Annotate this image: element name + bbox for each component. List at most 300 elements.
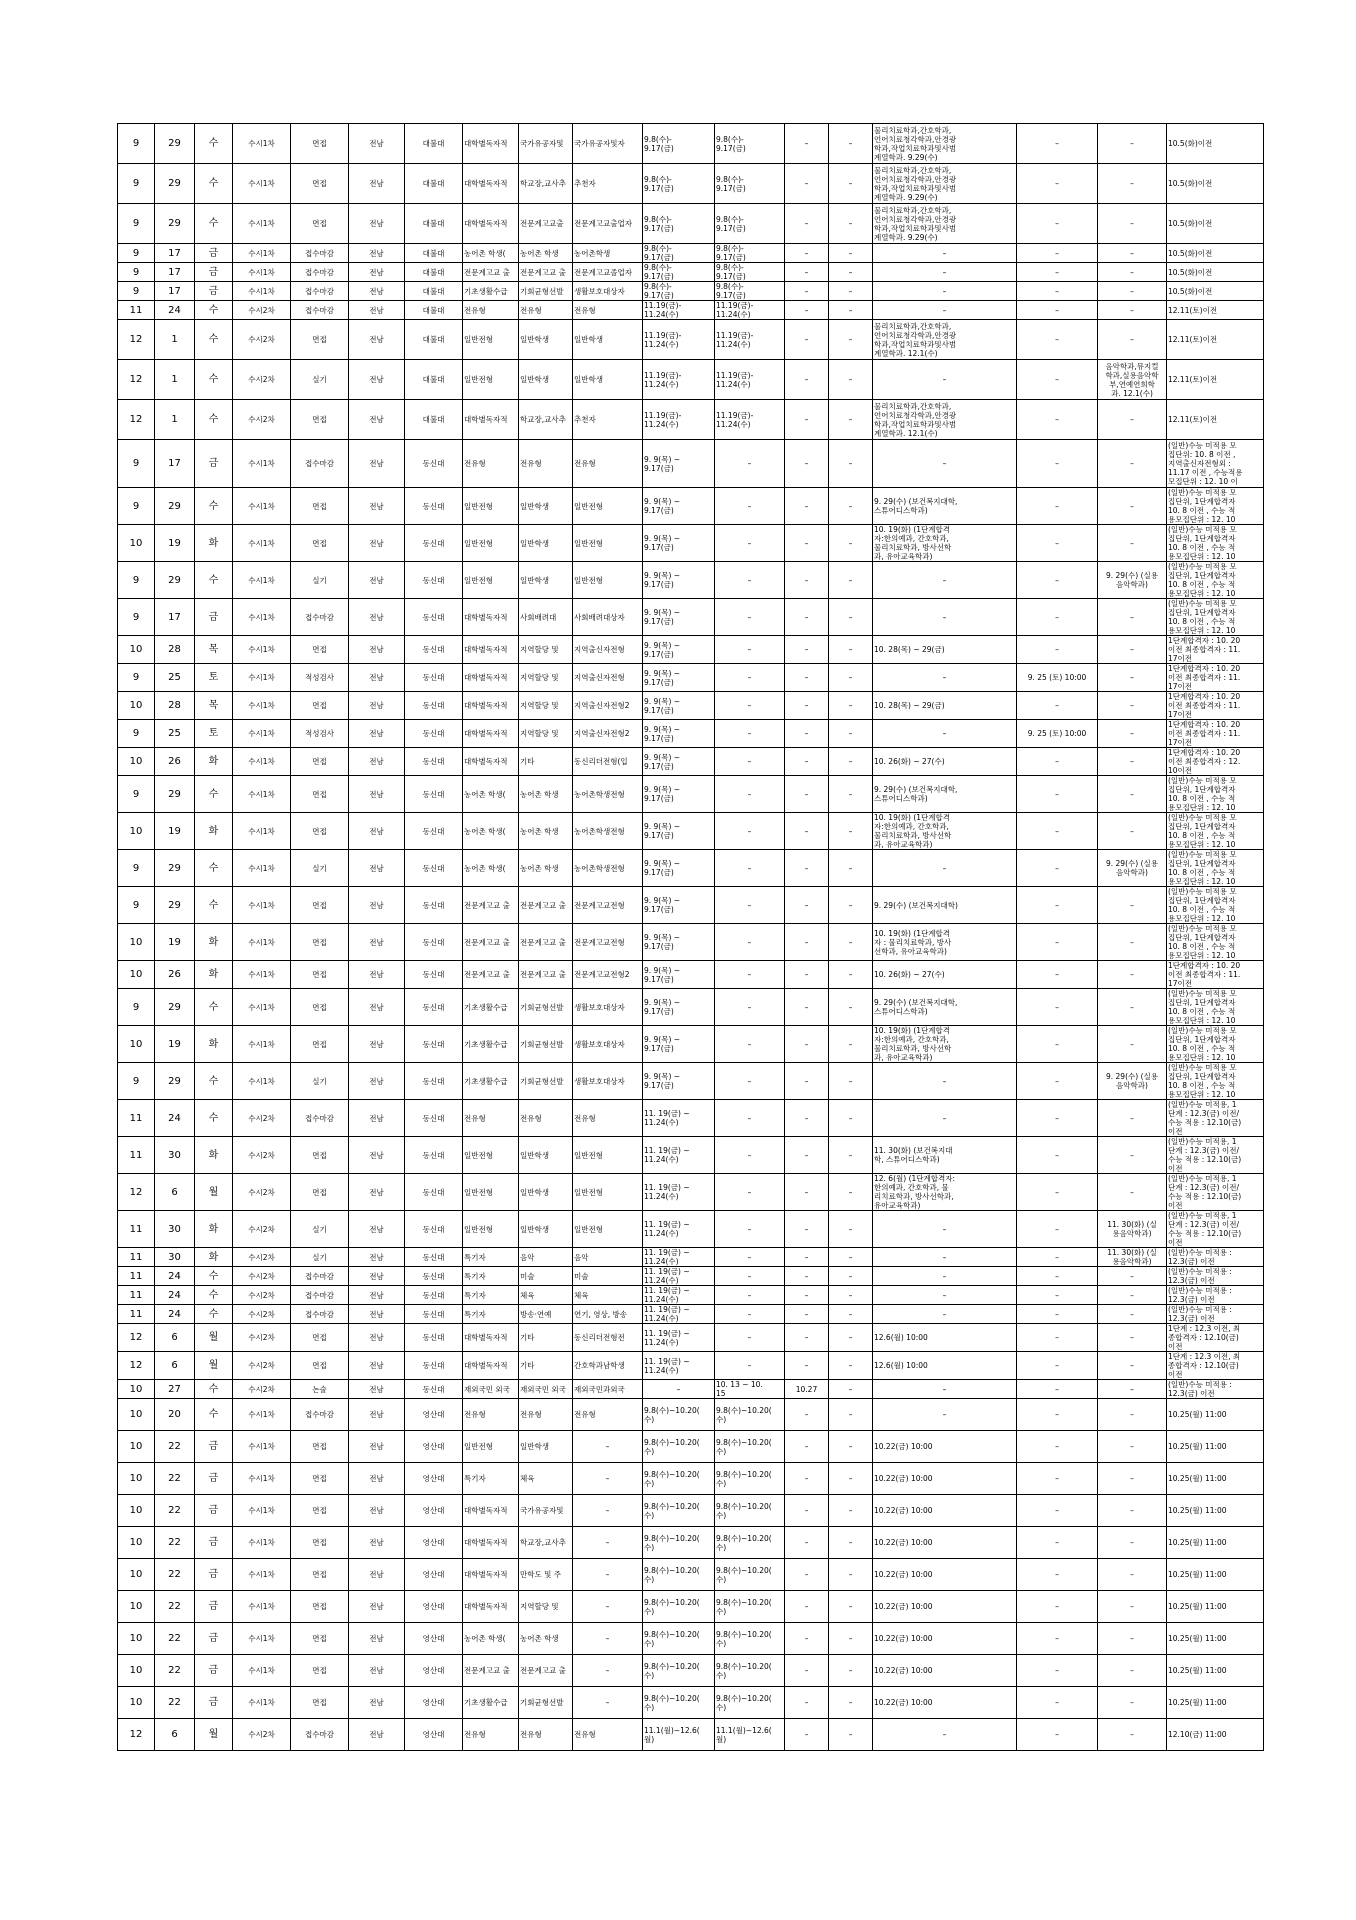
table-cell: 학교장,교사추: [519, 400, 573, 440]
table-cell: 9.8(수)~10.20( 수): [643, 1431, 715, 1463]
table-cell: –: [1017, 1286, 1098, 1305]
table-cell: 9.8(수)- 9.17(금): [715, 282, 785, 301]
table-cell: 물리치료학과,간호학과, 언어치료청각학과,안경광 학과,작업치료학과및사범 계열학과. 9.29(수): [873, 164, 1017, 204]
table-cell: –: [785, 204, 829, 244]
table-cell: 전남: [349, 599, 405, 636]
table-cell: 면접: [291, 1527, 349, 1559]
table-cell: –: [873, 720, 1017, 748]
table-cell: –: [873, 850, 1017, 887]
table-cell: 9: [118, 562, 155, 599]
table-cell: 수시2차: [233, 360, 291, 400]
table-cell: 접수마감: [291, 263, 349, 282]
table-cell: 학교장,교사추: [519, 164, 573, 204]
table-cell: 29: [155, 488, 195, 525]
table-cell: 농어촌 학생: [519, 244, 573, 263]
table-cell: 대학별독자적: [463, 1324, 519, 1352]
table-cell: –: [1017, 1324, 1098, 1352]
table-cell: –: [873, 1399, 1017, 1431]
table-cell: 미술: [573, 1267, 643, 1286]
table-cell: 특기자: [463, 1248, 519, 1267]
table-cell: –: [1098, 263, 1167, 282]
table-cell: 10: [118, 1591, 155, 1623]
table-cell: –: [785, 1495, 829, 1527]
table-cell: 9.8(수)~10.20( 수): [643, 1591, 715, 1623]
table-cell: –: [1017, 1495, 1098, 1527]
table-cell: 농어촌 학생: [519, 776, 573, 813]
table-cell: –: [785, 924, 829, 961]
table-cell: 9.8(수)- 9.17(금): [643, 244, 715, 263]
table-cell: –: [785, 440, 829, 488]
table-cell: 동신대: [405, 989, 463, 1026]
table-cell: 지역할당 및: [519, 1591, 573, 1623]
table-cell: 동신대: [405, 664, 463, 692]
table-cell: –: [1017, 599, 1098, 636]
table-cell: 수시1차: [233, 1063, 291, 1100]
table-cell: 기회균형선발: [519, 1026, 573, 1063]
table-cell: –: [1098, 636, 1167, 664]
table-cell: –: [1017, 1137, 1098, 1174]
table-cell: 일반학생: [519, 320, 573, 360]
table-cell: 실기: [291, 1063, 349, 1100]
table-cell: 전문계고교 출: [463, 887, 519, 924]
table-cell: 10.22(금) 10:00: [873, 1623, 1017, 1655]
table-cell: 10.22(금) 10:00: [873, 1463, 1017, 1495]
table-cell: 일반전형: [463, 1174, 519, 1211]
table-cell: 물리치료학과,간호학과, 언어치료청각학과,안경광 학과,작업치료학과및사범 계열학과. 9.29(수): [873, 124, 1017, 164]
table-cell: 면접: [291, 989, 349, 1026]
table-cell: –: [1017, 1174, 1098, 1211]
table-cell: 화: [195, 1248, 233, 1267]
table-cell: 10: [118, 1026, 155, 1063]
table-cell: 간호학과남학생: [573, 1352, 643, 1380]
table-cell: –: [829, 1063, 873, 1100]
table-cell: 11.19(금)- 11.24(수): [715, 400, 785, 440]
table-cell: –: [1098, 664, 1167, 692]
table-cell: 9: [118, 204, 155, 244]
table-cell: 12.11(토)이전: [1167, 301, 1264, 320]
table-cell: 전남: [349, 887, 405, 924]
table-cell: 26: [155, 748, 195, 776]
table-cell: –: [1017, 776, 1098, 813]
table-cell: 9: [118, 124, 155, 164]
table-row: [118, 1137, 1264, 1174]
table-cell: 9. 9(목) ~ 9.17(금): [643, 664, 715, 692]
table-cell: –: [1017, 164, 1098, 204]
table-cell: 9. 29(수) (보건복지대학, 스튜어디스학과): [873, 776, 1017, 813]
table-cell: 24: [155, 1305, 195, 1324]
table-cell: 대학별독자적: [463, 748, 519, 776]
table-cell: 수: [195, 1267, 233, 1286]
table-cell: 접수마감: [291, 1305, 349, 1324]
table-cell: 동신대: [405, 961, 463, 989]
table-row: [118, 989, 1264, 1026]
table-cell: –: [715, 599, 785, 636]
table-cell: 전남: [349, 1286, 405, 1305]
table-cell: 전남: [349, 692, 405, 720]
table-cell: –: [785, 1559, 829, 1591]
table-cell: 29: [155, 989, 195, 1026]
table-cell: –: [785, 887, 829, 924]
table-cell: 11. 19(금) ~ 11.24(수): [643, 1324, 715, 1352]
table-cell: 대학별독자적: [463, 1352, 519, 1380]
table-cell: 수: [195, 488, 233, 525]
table-cell: (일반)수능 미적용 모 집단위, 1단계합격자 10. 8 이전 , 수능 적 용모집단위 : 12. 10: [1167, 488, 1264, 525]
table-cell: 9. 9(목) ~ 9.17(금): [643, 1063, 715, 1100]
table-cell: 대불대: [405, 164, 463, 204]
table-cell: 11.19(금)- 11.24(수): [643, 360, 715, 400]
table-cell: –: [785, 301, 829, 320]
table-cell: 10. 13 ~ 10. 15: [715, 1380, 785, 1399]
table-cell: –: [785, 360, 829, 400]
table-cell: 기초생활수급: [463, 1063, 519, 1100]
table-cell: 10: [118, 1527, 155, 1559]
table-cell: 수: [195, 887, 233, 924]
table-cell: 1단계합격자 : 10. 20 이전 최종합격자 : 11. 17이전: [1167, 720, 1264, 748]
table-row: [118, 664, 1264, 692]
table-cell: –: [873, 664, 1017, 692]
table-cell: 전남: [349, 776, 405, 813]
table-cell: 수: [195, 204, 233, 244]
table-cell: 농어촌 학생: [519, 850, 573, 887]
table-cell: 11.19(금)- 11.24(수): [643, 400, 715, 440]
table-cell: –: [1017, 204, 1098, 244]
table-cell: –: [1017, 1591, 1098, 1623]
table-cell: 수: [195, 124, 233, 164]
table-cell: 1단계합격자 : 10. 20 이전 최종합격자 : 11. 17이전: [1167, 636, 1264, 664]
table-cell: 전남: [349, 1324, 405, 1352]
table-cell: 6: [155, 1719, 195, 1751]
table-cell: 기초생활수급: [463, 1026, 519, 1063]
table-cell: 전남: [349, 664, 405, 692]
table-cell: 11. 30(화) (실 용음악학과): [1098, 1248, 1167, 1267]
table-cell: –: [715, 1211, 785, 1248]
table-cell: 12.11(토)이전: [1167, 360, 1264, 400]
table-cell: 29: [155, 124, 195, 164]
table-row: [118, 400, 1264, 440]
table-cell: 29: [155, 887, 195, 924]
table-cell: 9.8(수)- 9.17(금): [715, 263, 785, 282]
table-cell: –: [1017, 1380, 1098, 1399]
table-cell: 수시2차: [233, 1719, 291, 1751]
table-cell: –: [873, 1211, 1017, 1248]
table-cell: 농어촌 학생(: [463, 1623, 519, 1655]
table-cell: 동신대: [405, 1026, 463, 1063]
table-cell: 면접: [291, 204, 349, 244]
table-cell: –: [1098, 813, 1167, 850]
table-cell: 11: [118, 1137, 155, 1174]
table-cell: 9. 29(수) (보건복지대학, 스튜어디스학과): [873, 989, 1017, 1026]
table-cell: 9.8(수)~10.20( 수): [715, 1527, 785, 1559]
table-cell: 동신대: [405, 1211, 463, 1248]
table-cell: 10.22(금) 10:00: [873, 1559, 1017, 1591]
table-cell: 수시1차: [233, 1623, 291, 1655]
table-cell: –: [829, 360, 873, 400]
table-cell: 기회균형선발: [519, 1687, 573, 1719]
table-cell: 토: [195, 720, 233, 748]
table-cell: 9.8(수)- 9.17(금): [643, 124, 715, 164]
table-cell: 9.8(수)~10.20( 수): [643, 1495, 715, 1527]
table-cell: 11.19(금)- 11.24(수): [643, 320, 715, 360]
table-cell: –: [1098, 989, 1167, 1026]
table-cell: 동신대: [405, 1267, 463, 1286]
table-cell: 금: [195, 263, 233, 282]
table-cell: 9. 9(목) ~ 9.17(금): [643, 599, 715, 636]
table-cell: 30: [155, 1137, 195, 1174]
table-row: [118, 562, 1264, 599]
table-cell: 수시1차: [233, 440, 291, 488]
table-cell: 전남: [349, 1137, 405, 1174]
table-cell: –: [785, 1623, 829, 1655]
table-cell: –: [573, 1495, 643, 1527]
table-cell: –: [1098, 1719, 1167, 1751]
table-cell: 특기자: [463, 1267, 519, 1286]
table-cell: 11. 19(금) ~ 11.24(수): [643, 1211, 715, 1248]
table-cell: –: [829, 525, 873, 562]
table-cell: 17: [155, 599, 195, 636]
table-cell: 동신리더전형전: [573, 1324, 643, 1352]
table-cell: –: [715, 1267, 785, 1286]
table-cell: –: [1017, 263, 1098, 282]
table-cell: 화: [195, 748, 233, 776]
table-cell: 접수마감: [291, 1100, 349, 1137]
table-cell: –: [829, 1324, 873, 1352]
table-cell: 11: [118, 301, 155, 320]
table-row: [118, 692, 1264, 720]
table-cell: –: [873, 1380, 1017, 1399]
table-cell: 특기자: [463, 1463, 519, 1495]
table-cell: 기회균형선발: [519, 282, 573, 301]
table-cell: 화: [195, 961, 233, 989]
table-cell: –: [1017, 400, 1098, 440]
table-cell: –: [829, 282, 873, 301]
table-cell: 금: [195, 440, 233, 488]
table-cell: 9. 29(수) (실용 음악학과): [1098, 850, 1167, 887]
table-cell: (일반)수능 미적용 모 집단위, 1단계합격자 10. 8 이전 , 수능 적 용모집단위 : 12. 10: [1167, 525, 1264, 562]
table-cell: 19: [155, 1026, 195, 1063]
table-row: [118, 1063, 1264, 1100]
table-cell: 11. 19(금) ~ 11.24(수): [643, 1248, 715, 1267]
table-cell: 전유형: [573, 301, 643, 320]
table-cell: 전유형: [573, 1399, 643, 1431]
table-cell: 일반전형: [573, 488, 643, 525]
table-cell: 1: [155, 360, 195, 400]
table-cell: 11.1(월)~12.6( 월): [715, 1719, 785, 1751]
table-cell: (일반)수능 미적용 : 12.3(금) 이전: [1167, 1380, 1264, 1399]
table-cell: 음악: [519, 1248, 573, 1267]
table-cell: 전유형: [519, 1399, 573, 1431]
table-cell: 9: [118, 164, 155, 204]
table-row: [118, 1248, 1264, 1267]
table-cell: –: [1098, 1623, 1167, 1655]
table-cell: 음악: [573, 1248, 643, 1267]
table-cell: –: [785, 164, 829, 204]
table-cell: –: [1017, 1655, 1098, 1687]
table-cell: –: [715, 720, 785, 748]
table-cell: 9.8(수)~10.20( 수): [643, 1655, 715, 1687]
table-cell: 30: [155, 1248, 195, 1267]
table-cell: –: [715, 1286, 785, 1305]
table-cell: –: [829, 164, 873, 204]
table-row: [118, 1324, 1264, 1352]
table-cell: 동신대: [405, 776, 463, 813]
table-cell: –: [829, 1559, 873, 1591]
table-cell: 9: [118, 599, 155, 636]
table-cell: 10.25(월) 11:00: [1167, 1399, 1264, 1431]
schedule-sheet: [117, 123, 1243, 1751]
table-cell: 체육: [573, 1286, 643, 1305]
table-cell: 전유형: [519, 1719, 573, 1751]
table-cell: 10.25(월) 11:00: [1167, 1559, 1264, 1591]
table-cell: 전문계고교 출: [519, 263, 573, 282]
table-cell: 일반학생: [519, 1431, 573, 1463]
table-cell: 재외국민과외국: [573, 1380, 643, 1399]
table-cell: 동신대: [405, 887, 463, 924]
table-cell: 29: [155, 776, 195, 813]
table-cell: –: [829, 124, 873, 164]
table-cell: –: [1017, 124, 1098, 164]
table-cell: 9.8(수)~10.20( 수): [643, 1399, 715, 1431]
table-cell: 전남: [349, 124, 405, 164]
table-cell: –: [715, 1352, 785, 1380]
table-cell: 만학도 및 주: [519, 1559, 573, 1591]
table-cell: 9. 9(목) ~ 9.17(금): [643, 1026, 715, 1063]
table-cell: –: [1017, 360, 1098, 400]
table-cell: 전남: [349, 360, 405, 400]
table-cell: 12.10(금) 11:00: [1167, 1719, 1264, 1751]
table-cell: 화: [195, 1026, 233, 1063]
table-cell: 9. 9(목) ~ 9.17(금): [643, 850, 715, 887]
table-row: [118, 1687, 1264, 1719]
table-cell: 29: [155, 562, 195, 599]
table-cell: –: [1098, 1352, 1167, 1380]
table-cell: 수시1차: [233, 636, 291, 664]
table-cell: 전남: [349, 1399, 405, 1431]
table-cell: 9. 9(목) ~ 9.17(금): [643, 887, 715, 924]
table-cell: 일반전형: [573, 1137, 643, 1174]
table-cell: –: [715, 488, 785, 525]
table-cell: 9.8(수)~10.20( 수): [715, 1399, 785, 1431]
table-cell: 12. 6(월) (1단계합격자: 한의예과, 간호학과, 물 리치료학과, 방사선학과, 유아교육학과): [873, 1174, 1017, 1211]
table-cell: 면접: [291, 776, 349, 813]
table-cell: 전남: [349, 720, 405, 748]
table-cell: 기회균형선발: [519, 1063, 573, 1100]
table-cell: 면접: [291, 488, 349, 525]
table-cell: –: [715, 1026, 785, 1063]
table-cell: –: [873, 562, 1017, 599]
table-cell: –: [829, 1687, 873, 1719]
table-cell: –: [1098, 282, 1167, 301]
table-cell: 동신대: [405, 692, 463, 720]
table-cell: 1: [155, 400, 195, 440]
table-cell: –: [715, 776, 785, 813]
table-cell: 일반전형: [573, 1174, 643, 1211]
table-cell: –: [785, 1655, 829, 1687]
table-cell: 논술: [291, 1380, 349, 1399]
table-cell: 10: [118, 1559, 155, 1591]
table-cell: –: [785, 1687, 829, 1719]
table-cell: 전문계고교 출: [519, 1655, 573, 1687]
table-cell: 영산대: [405, 1719, 463, 1751]
table-cell: 28: [155, 692, 195, 720]
table-cell: –: [1017, 525, 1098, 562]
table-cell: –: [785, 989, 829, 1026]
table-cell: 30: [155, 1211, 195, 1248]
table-cell: 접수마감: [291, 244, 349, 263]
table-cell: –: [1017, 1063, 1098, 1100]
table-cell: 영산대: [405, 1463, 463, 1495]
table-cell: 수시1차: [233, 204, 291, 244]
table-cell: 10: [118, 924, 155, 961]
table-cell: 전문계고교 출: [463, 924, 519, 961]
table-cell: 일반전형: [463, 1431, 519, 1463]
table-cell: 동신대: [405, 1137, 463, 1174]
table-cell: 9. 9(목) ~ 9.17(금): [643, 488, 715, 525]
table-cell: 수: [195, 1063, 233, 1100]
table-cell: 대학별독자적: [463, 204, 519, 244]
table-cell: 면접: [291, 748, 349, 776]
table-cell: 전유형: [463, 301, 519, 320]
table-cell: 수시2차: [233, 1352, 291, 1380]
table-cell: 영산대: [405, 1591, 463, 1623]
table-cell: 체육: [519, 1463, 573, 1495]
table-cell: 9.8(수)~10.20( 수): [715, 1655, 785, 1687]
table-cell: 일반전형: [573, 562, 643, 599]
table-cell: 수시1차: [233, 887, 291, 924]
table-cell: –: [1017, 562, 1098, 599]
table-cell: 일반전형: [573, 525, 643, 562]
table-cell: 일반학생: [519, 1211, 573, 1248]
table-cell: –: [829, 488, 873, 525]
table-cell: 11. 30(화) (보건복지대 학, 스튜어디스학과): [873, 1137, 1017, 1174]
table-cell: 9. 9(목) ~ 9.17(금): [643, 692, 715, 720]
table-cell: 지역출신자전형: [573, 636, 643, 664]
table-cell: –: [829, 850, 873, 887]
table-cell: 면접: [291, 692, 349, 720]
table-cell: –: [1017, 440, 1098, 488]
table-cell: 10: [118, 1655, 155, 1687]
table-row: [118, 961, 1264, 989]
table-cell: 10. 19(화) (1단계합격 자 : 물리치료학과, 방사 선학과, 유아교육학과): [873, 924, 1017, 961]
table-cell: 전남: [349, 1063, 405, 1100]
table-cell: –: [1017, 1352, 1098, 1380]
table-cell: 10: [118, 1431, 155, 1463]
table-cell: 물리치료학과,간호학과, 언어치료청각학과,안경광 학과,작업치료학과및사범 계열학과. 12.1(수): [873, 400, 1017, 440]
table-cell: 영산대: [405, 1687, 463, 1719]
table-cell: 수시1차: [233, 244, 291, 263]
table-cell: 지역할당 및: [519, 636, 573, 664]
table-cell: –: [573, 1559, 643, 1591]
table-cell: 11: [118, 1211, 155, 1248]
table-cell: 9. 9(목) ~ 9.17(금): [643, 776, 715, 813]
table-cell: 11. 19(금) ~ 11.24(수): [643, 1352, 715, 1380]
table-cell: 9. 29(수) (보건복지대학): [873, 887, 1017, 924]
table-cell: 대불대: [405, 282, 463, 301]
table-cell: 11. 19(금) ~ 11.24(수): [643, 1267, 715, 1286]
table-cell: 대불대: [405, 263, 463, 282]
table-row: [118, 887, 1264, 924]
table-cell: 면접: [291, 124, 349, 164]
table-cell: 전유형: [519, 1100, 573, 1137]
table-cell: 19: [155, 525, 195, 562]
table-cell: –: [1017, 1305, 1098, 1324]
table-cell: –: [785, 1100, 829, 1137]
table-cell: 기초생활수급: [463, 1687, 519, 1719]
table-cell: –: [785, 1026, 829, 1063]
table-cell: 농어촌 학생(: [463, 850, 519, 887]
table-row: [118, 124, 1264, 164]
table-cell: 10.22(금) 10:00: [873, 1591, 1017, 1623]
table-cell: 수: [195, 400, 233, 440]
